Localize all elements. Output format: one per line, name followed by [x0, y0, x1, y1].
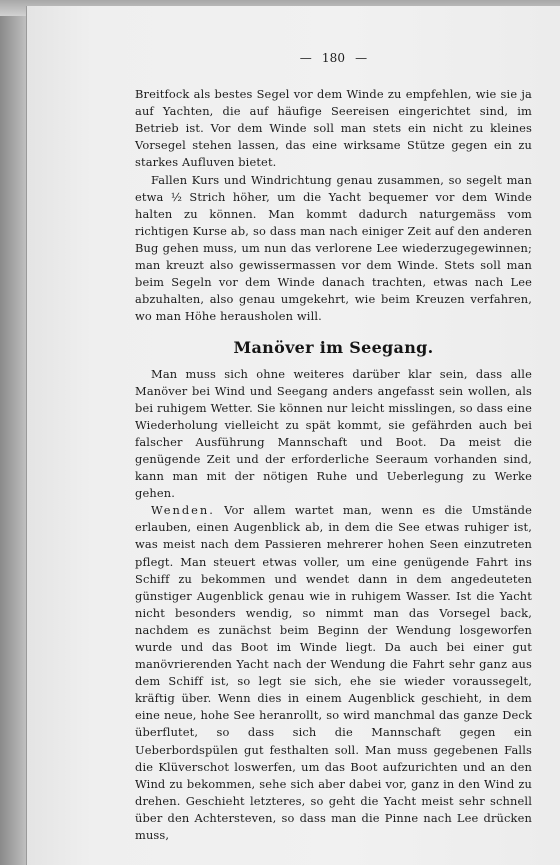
paragraph-intro: Man muss sich ohne weiteres darüber klar sein, dass alle Manöver bei Wind und Seegang anders angefasst sein wollen, als bei ruhigem Wetter. Sie können nur leicht misslingen, so dass eine Wiederholung vielleicht zu spät kommt, sie gefährden auch bei falscher Ausführung Mannschaft und Boot. Da meist die genügende Zeit und der erforderliche Seeraum vorhanden sind, kann man mit der nötigen Ruhe und Ueberlegung zu Werke gehen. — [135, 366, 532, 501]
paragraph-sails: Breitfock als bestes Segel vor dem Winde zu empfehlen, wie sie ja auf Yachten, die auf häufige Seereisen eingerichtet sind, im Betrieb ist. Vor dem Winde soll man stets ein nicht zu kleines Vorsegel stehen lassen, das eine wirksame Stütze gegen ein zu starkes Aufluven bietet. — [135, 87, 532, 170]
paragraph-course: Fallen Kurs und Windrichtung genau zusammen, so segelt man etwa ½ Strich höher, um die Yacht bequemer vor dem Winde halten zu können. Man kommt dadurch naturgemäss vom richtigen Kurse ab, so dass man nach einiger Zeit auf den anderen Bug gehen muss, um nun das verlorene Lee wiederzugegewinnen; man kreuzt also gewissermassen vor dem Winde. Stets soll man beim Segeln vor dem Winde danach trachten, etwas nach Lee abzuhalten, also genau umgekehrt, wie beim Kreuzen verfahren, wo man Höhe herausholen will. — [135, 172, 532, 324]
wenden-label: Wenden. — [151, 503, 215, 518]
paragraph-wenden — [135, 502, 532, 844]
page-content — [135, 50, 532, 844]
wenden-text: Vor allem wartet man, wenn es die Umstände erlauben, einen Augenblick ab, in dem die See etwas ruhiger ist, was meist nach dem Passieren mehrerer hohen Seen einzutreten pflegt. Man steuert etwas voller, um eine genügende Fahrt ins Schiff zu bekommen und wendet dann in dem angedeuteten günstiger Augenblick genau wie in ruhigem Wasser. Ist die Yacht nicht besonders wendig, so nimmt man das Vorsegel back, nachdem es zunächst beim Beginn der Wendung losgeworfen wurde und das Boot im Winde liegt. Da auch bei einer gut manövrierenden Yacht nach der Wendung die Fahrt sehr ganz aus dem Schiff ist, so legt sie sich, ehe sie wieder voraussegelt, kräftig über. Wenn dies in einem Augenblick geschieht, in dem eine neue, hohe See heranrollt, so wird manchmal das ganze Deck überflutet, so dass sich die Mannschaft gegen ein Ueberbordspülen gut festhalten soll. Man muss gegebenen Falls die Klüverschot loswerfen, um das Boot aufzurichten und an den Wind zu bekommen, sehe sich aber dabei vor, ganz in den Wind zu drehen. Geschieht letzteres, so geht die Yacht meist sehr schnell über den Achtersteven, so dass man die Pinne nach Lee drücken muss, — [135, 503, 532, 843]
page-number: — 180 — — [299, 51, 368, 65]
section-heading: Manöver im Seegang. — [233, 338, 434, 358]
